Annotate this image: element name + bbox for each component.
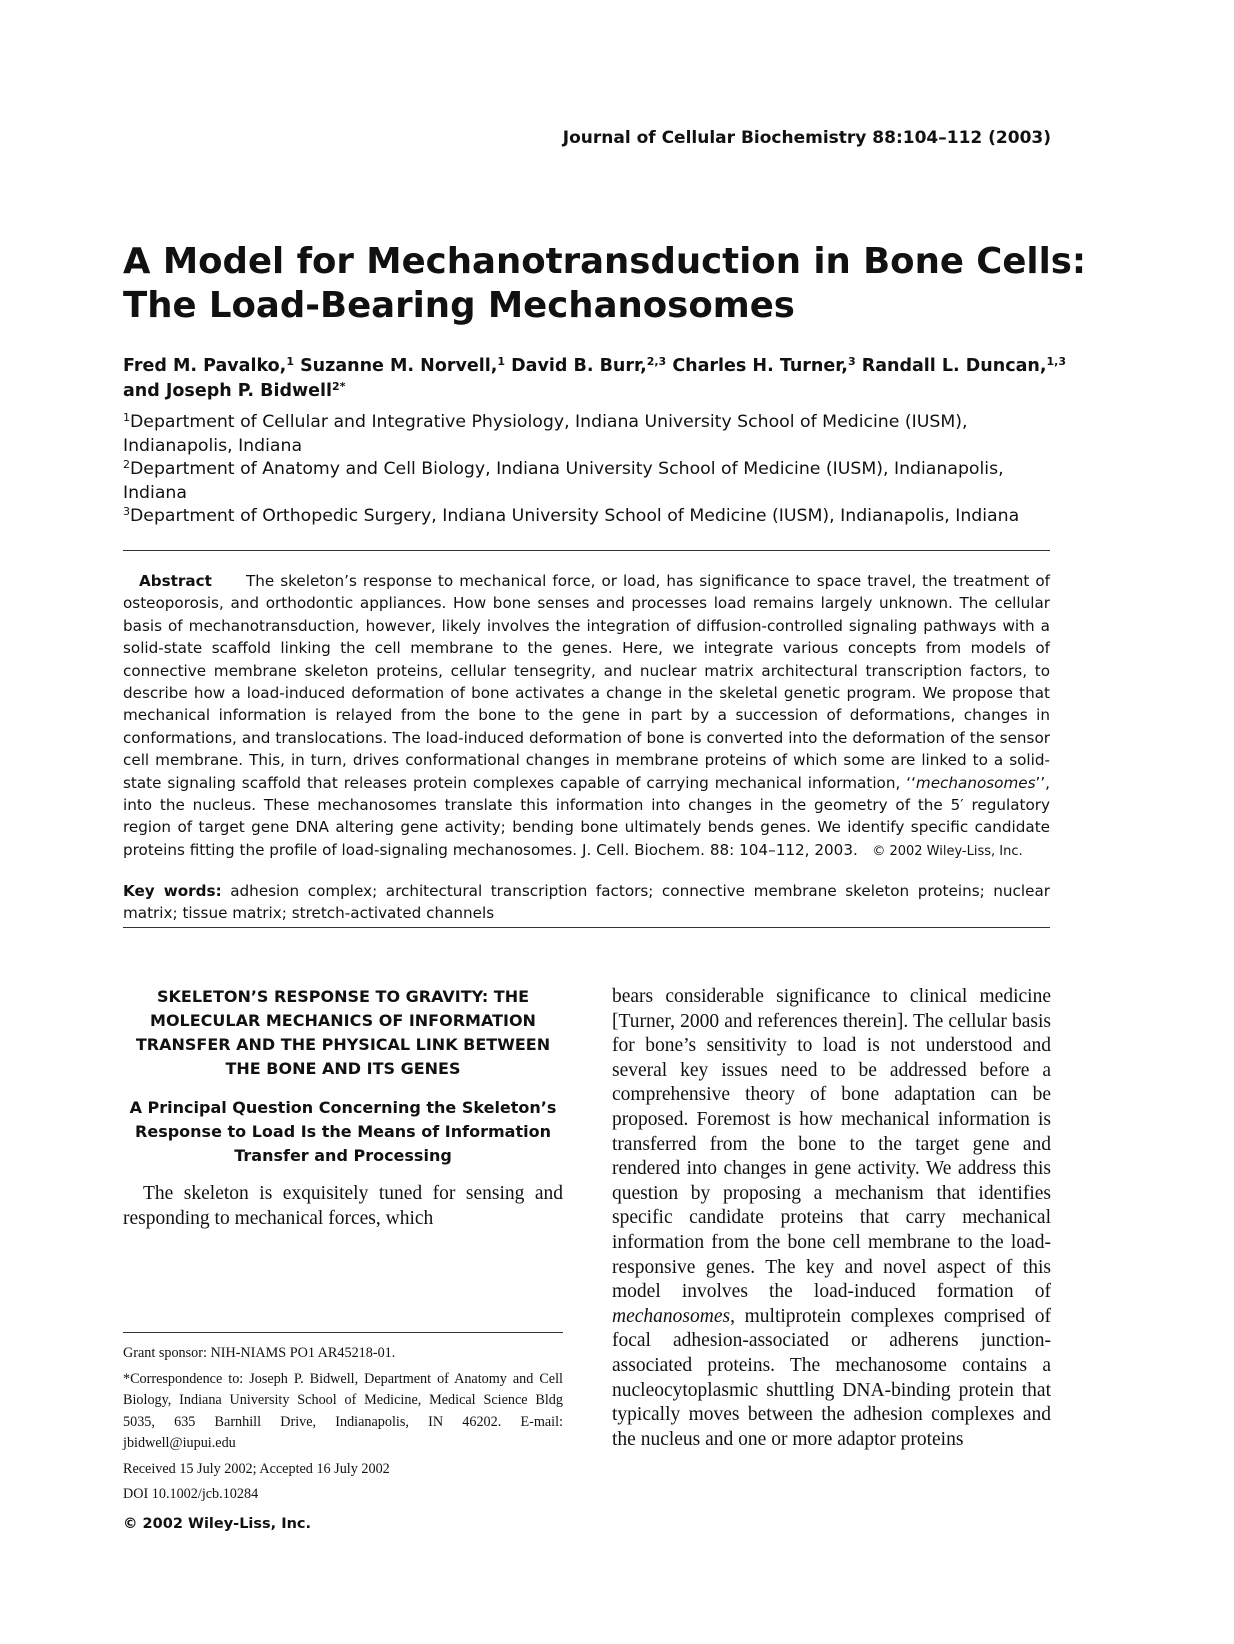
keywords-label: Key words:	[123, 882, 222, 900]
author-name: Randall L. Duncan,	[861, 356, 1047, 376]
affiliation-number: 1	[123, 411, 130, 424]
keywords-text: adhesion complex; architectural transcription factors; connective membrane skeleton proteins; nuclear matrix; tissue matrix; stretch-activated channels	[123, 882, 1050, 923]
body-text-continued: , multiprotein complexes comprised of focal adhesion-associated or adherens junction-associated proteins. The mechanosome contains a nucleocytoplasmic shuttling DNA-binding protein that typically moves between the adhesion complexes and the nucleus and one or more adaptor proteins	[612, 1305, 1051, 1450]
grant-sponsor: Grant sponsor: NIH-NIAMS PO1 AR45218-01.	[123, 1345, 396, 1361]
correspondence: *Correspondence to: Joseph P. Bidwell, Department of Anatomy and Cell Biology, Indiana University School of Medicine, Medical Science Bldg 5035, 635 Barnhill Drive, Indianapolis, IN 46202. E-mail: jbidwell@iupui.edu	[123, 1370, 563, 1451]
abstract-emphasis: mechanosomes	[915, 773, 1036, 792]
abstract	[123, 570, 1050, 863]
body-paragraph: The skeleton is exquisitely tuned for sensing and responding to mechanical forces, which	[123, 1183, 563, 1229]
subsection-heading: A Principal Question Concerning the Skeleton’s Response to Load Is the Means of Information Transfer and Processing	[129, 1098, 557, 1165]
body-text: bears considerable significance to clinical medicine [Turner, 2000 and references therein]. The cellular basis for bone’s sensitivity to load is not understood and several key issues need to be addressed before a comprehensive theory of bone adaptation can be proposed. Foremost is how mechanical information is transferred from the bone to the target gene and rendered into changes in gene activity. We address this question by proposing a mechanism that identifies specific candidate proteins that carry mechanical information from the bone cell membrane to the load-responsive genes. The key and novel aspect of this model involves the load-induced formation of	[612, 986, 1051, 1303]
author-affiliation-mark: 1	[497, 355, 506, 368]
footnote-copyright: © 2002 Wiley-Liss, Inc.	[123, 1515, 312, 1532]
author-name: Suzanne M. Norvell,	[300, 356, 498, 376]
abstract-text: The skeleton’s response to mechanical force, or load, has significance to space travel, the treatment of osteoporosis, and orthodontic appliances. How bone senses and processes load remains largely unknown. The cellular basis of mechanotransduction, however, likely involves the integration of diffusion-controlled signaling pathways with a solid-state scaffold linking the cell membrane to the genes. Here, we integrate various concepts from models of connective membrane skeleton proteins, cellular tensegrity, and nuclear matrix architectural transcription factors, to describe how a load-induced deformation of bone activates a change in the skeletal genetic program. We propose that mechanical information is relayed from the bone to the gene in part by a succession of deformations, changes in conformations, and translocations. The load-induced deformation of bone is converted into the deformation of the sensor cell membrane. This, in turn, drives conformational changes in membrane proteins of which some are linked to a solid-state signaling scaffold that releases protein complexes capable of carrying mechanical information, ‘‘	[123, 572, 1050, 792]
footnotes	[123, 1332, 563, 1539]
affiliation-text: Department of Orthopedic Surgery, Indiana University School of Medicine (IUSM), Indianapolis, Indiana	[130, 506, 1020, 526]
author-affiliation-mark: 3	[847, 355, 856, 368]
affiliation-3	[123, 505, 1063, 529]
author-name: Charles H. Turner,	[672, 356, 848, 376]
doi: DOI 10.1002/jcb.10284	[123, 1486, 259, 1502]
abstract-bottom-rule	[123, 927, 1050, 928]
body-emphasis: mechanosomes	[612, 1305, 731, 1327]
left-column	[123, 985, 563, 1231]
abstract-text-continued: ’’, into the nucleus. These mechanosomes translate this information into changes in the geometry of the 5′ regulatory region of target gene DNA altering gene activity; bending bone ultimately bends genes. We identify specific candidate proteins fitting the profile of load-signaling mechanosomes. J. Cell. Biochem. 88: 104–112, 2003.	[123, 773, 1050, 859]
affiliation-number: 2	[123, 458, 130, 471]
article-title	[123, 240, 1123, 328]
abstract-copyright: © 2002 Wiley-Liss, Inc.	[872, 843, 1023, 859]
affiliation-text: Department of Anatomy and Cell Biology, Indiana University School of Medicine (IUSM), Indianapolis, Indiana	[123, 459, 1004, 503]
keywords	[123, 880, 1050, 925]
affiliation-1	[123, 411, 1063, 458]
title-line-1: A Model for Mechanotransduction in Bone Cells:	[123, 241, 1087, 282]
received-date: Received 15 July 2002; Accepted 16 July 2002	[123, 1460, 390, 1477]
footnote-rule	[123, 1332, 563, 1333]
affiliation-number: 3	[123, 505, 130, 518]
body-paragraph-continued	[612, 985, 1051, 1452]
title-line-2: The Load-Bearing Mechanosomes	[123, 285, 795, 326]
author-name: Fred M. Pavalko,	[123, 356, 287, 376]
journal-citation: Journal of Cellular Biochemistry 88:104–112 (2003)	[562, 128, 1051, 148]
author-affiliation-mark: 2,3	[646, 355, 667, 368]
abstract-top-rule	[123, 550, 1050, 551]
affiliation-text: Department of Cellular and Integrative Physiology, Indiana University School of Medicine (IUSM), Indianapolis, Indiana	[123, 412, 968, 456]
author-line-1	[123, 354, 1123, 379]
author-line-2	[123, 379, 1123, 404]
abstract-label: Abstract	[139, 572, 212, 590]
author-name: David B. Burr,	[511, 356, 647, 376]
author-affiliation-mark: 1	[286, 355, 294, 368]
affiliation-2	[123, 458, 1063, 505]
author-affiliation-mark: 2*	[332, 380, 346, 393]
right-column	[612, 985, 1051, 1452]
author-list	[123, 354, 1123, 404]
section-heading: SKELETON’S RESPONSE TO GRAVITY: THE MOLECULAR MECHANICS OF INFORMATION TRANSFER AND THE PHYSICAL LINK BETWEEN THE BONE AND ITS GENES	[135, 987, 551, 1078]
affiliation-list	[123, 411, 1063, 529]
author-affiliation-mark: 1,3	[1046, 355, 1067, 368]
author-name: and Joseph P. Bidwell	[123, 381, 333, 401]
